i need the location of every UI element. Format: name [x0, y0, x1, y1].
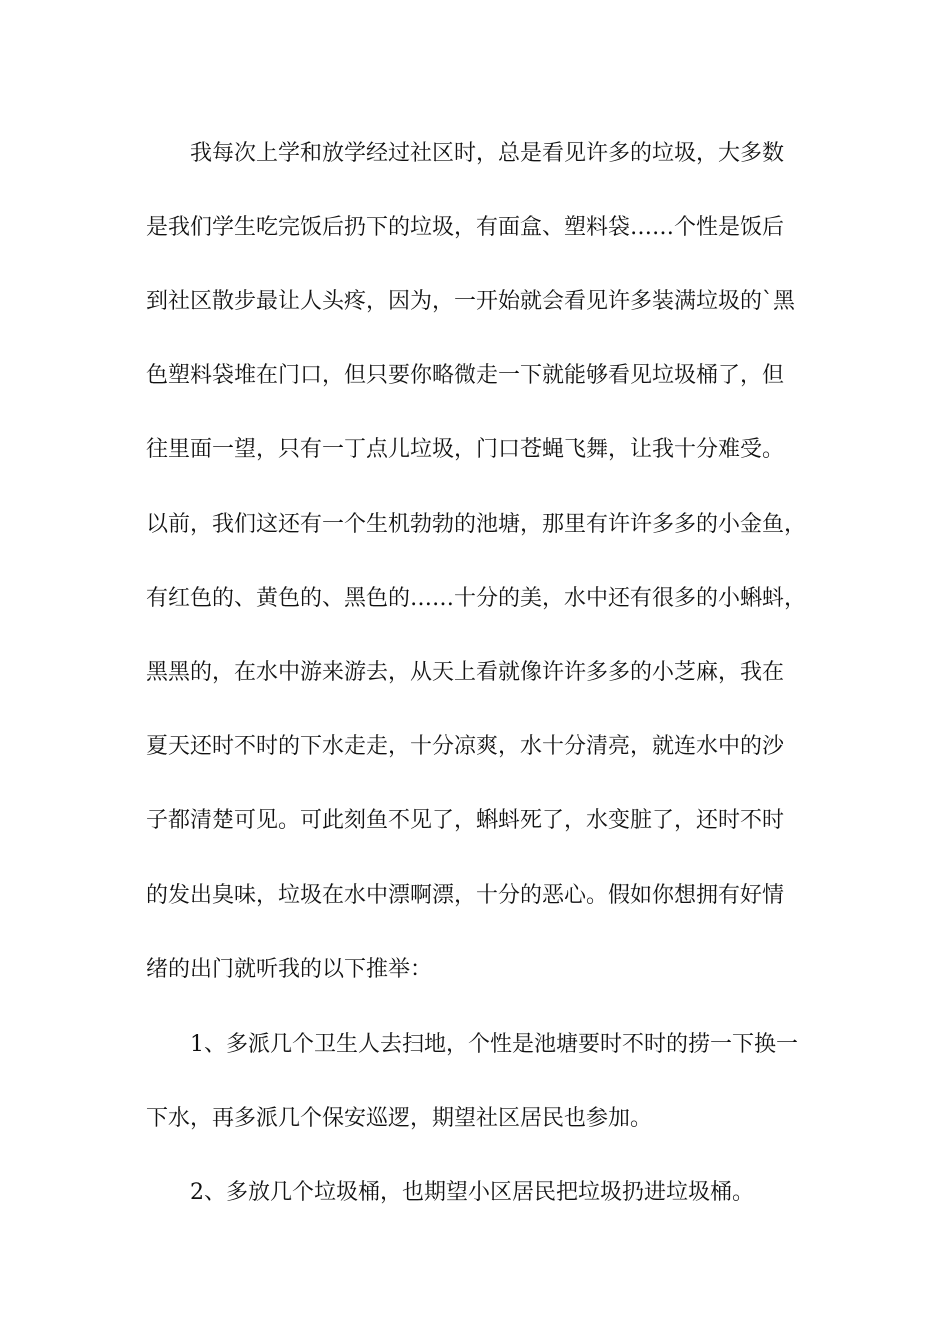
- list-item-1-line: 1、多派几个卫生人去扫地，个性是池塘要时不时的捞一下换一: [190, 1032, 798, 1057]
- paragraph-line: 以前，我们这还有一个生机勃勃的池塘，那里有许许多多的小金鱼，: [146, 512, 807, 537]
- paragraph-line: 黑黑的，在水中游来游去，从天上看就像许许多多的小芝麻，我在: [146, 660, 785, 685]
- paragraph-line: 是我们学生吃完饭后扔下的垃圾，有面盒、塑料袋……个性是饭后: [146, 215, 785, 240]
- paragraph-line: 色塑料袋堆在门口，但只要你略微走一下就能够看见垃圾桶了，但: [146, 363, 785, 388]
- list-item-1-continuation: 下水，再多派几个保安巡逻，期望社区居民也参加。: [146, 1106, 653, 1131]
- paragraph-line: 的发出臭味，垃圾在水中漂啊漂，十分的恶心。假如你想拥有好情: [146, 883, 785, 908]
- paragraph-line: 绪的出门就听我的以下推举：: [146, 957, 433, 982]
- paragraph-line: 有红色的、黄色的、黑色的……十分的美，水中还有很多的小蝌蚪，: [146, 586, 807, 611]
- paragraph-line: 夏天还时不时的下水走走，十分凉爽，水十分清亮，就连水中的沙: [146, 734, 785, 759]
- list-item-2-line: 2、多放几个垃圾桶，也期望小区居民把垃圾扔进垃圾桶。: [190, 1180, 754, 1205]
- paragraph-line: 子都清楚可见。可此刻鱼不见了，蝌蚪死了，水变脏了，还时不时: [146, 808, 785, 833]
- paragraph-line: 往里面一望，只有一丁点儿垃圾，门口苍蝇飞舞，让我十分难受。: [146, 437, 785, 462]
- paragraph-line: 我每次上学和放学经过社区时，总是看见许多的垃圾，大多数: [190, 141, 785, 166]
- paragraph-line: 到社区散步最让人头疼，因为，一开始就会看见许多装满垃圾的`黑: [146, 289, 796, 314]
